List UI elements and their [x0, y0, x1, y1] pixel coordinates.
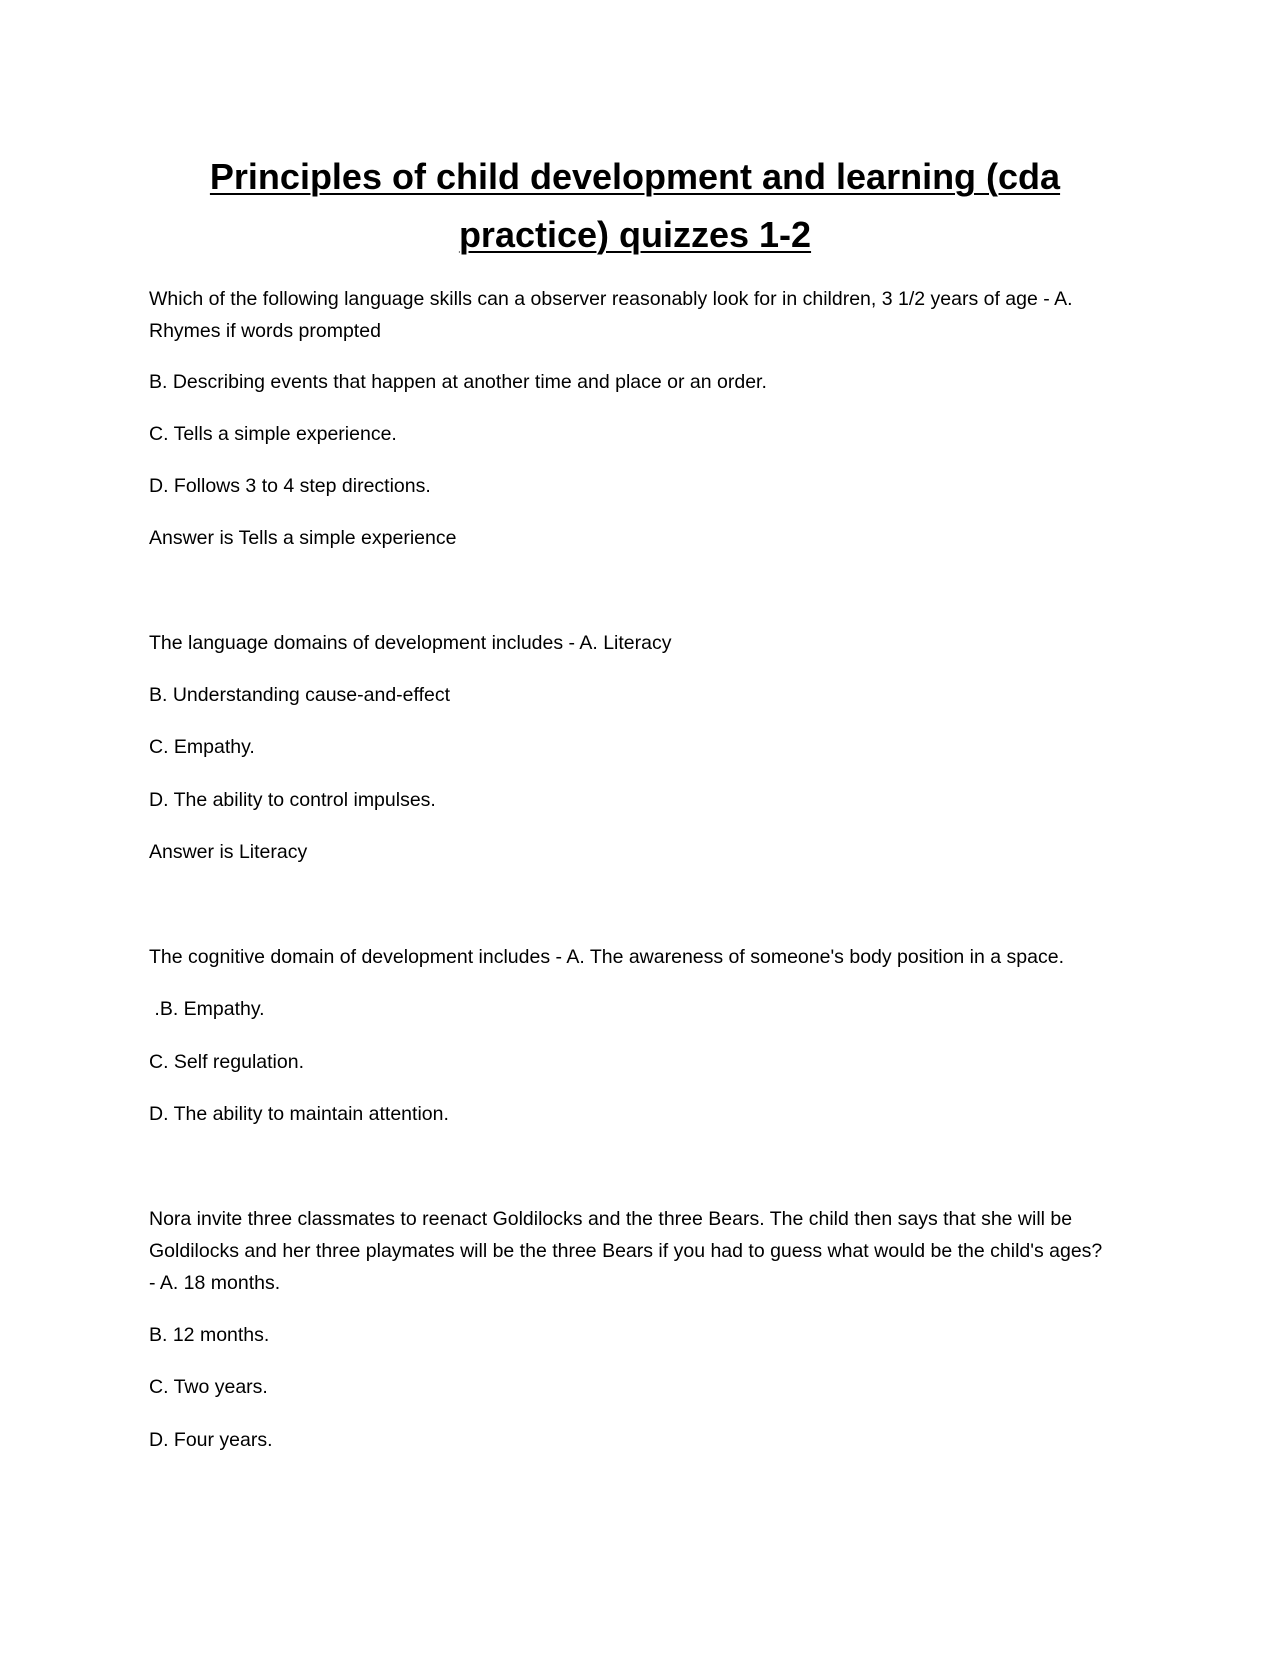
page-title: Principles of child development and learning (cda practice) quizzes 1-2: [209, 156, 1061, 255]
question-1-prompt: Which of the following language skills can a observer reasonably look for in children, 3 1/2 years of age - A. Rhymes if words prompted: [149, 288, 1073, 342]
question-4-prompt: Nora invite three classmates to reenact Goldilocks and the three Bears. The child then says that she will be Goldilocks and her three playmates will be the three Bears if you had to guess what would be the child's ages? - A. 18 months.: [149, 1208, 1103, 1294]
question-2-option-b: B. Understanding cause-and-effect: [149, 684, 450, 706]
question-3-option-c: C. Self regulation.: [149, 1051, 305, 1073]
question-1-option-c: C. Tells a simple experience.: [149, 423, 397, 445]
question-3-prompt: The cognitive domain of development includes - A. The awareness of someone's body position in a space.: [149, 946, 1064, 968]
question-2-option-d: D. The ability to control impulses.: [149, 789, 436, 811]
question-2-prompt: The language domains of development includes - A. Literacy: [149, 632, 672, 654]
question-4-option-b: B. 12 months.: [149, 1324, 270, 1346]
question-4-option-c: C. Two years.: [149, 1376, 268, 1398]
question-3-option-d: D. The ability to maintain attention.: [149, 1103, 449, 1125]
question-1-answer: Answer is Tells a simple experience: [149, 527, 457, 549]
question-3-option-b: .B. Empathy.: [149, 998, 265, 1020]
question-1-option-b: B. Describing events that happen at another time and place or an order.: [149, 371, 767, 393]
question-2-option-c: C. Empathy.: [149, 736, 255, 758]
question-1-option-d: D. Follows 3 to 4 step directions.: [149, 475, 431, 497]
question-2-answer: Answer is Literacy: [149, 841, 308, 863]
question-4-option-d: D. Four years.: [149, 1429, 273, 1451]
